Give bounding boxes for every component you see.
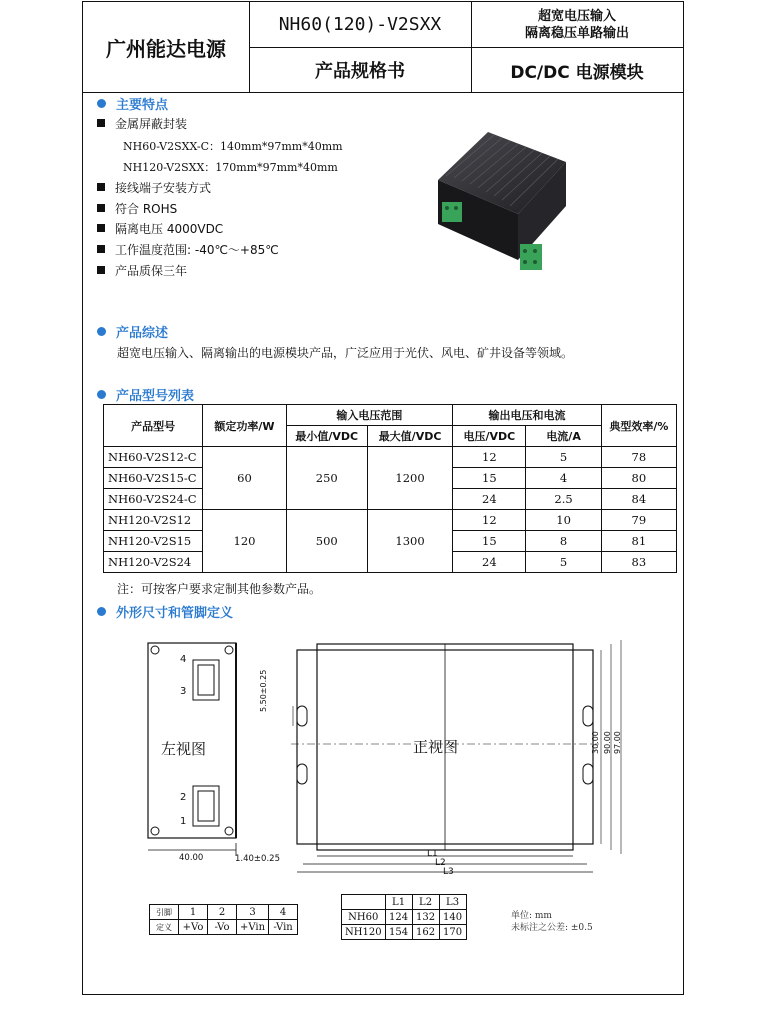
desc-line-2: 隔离稳压单路输出: [524, 25, 629, 41]
cell-eff: 78: [601, 447, 676, 468]
features-heading: [97, 94, 168, 113]
bullet-icon: [97, 99, 106, 108]
dim-offset: 1.40±0.25: [235, 854, 280, 864]
cell-vout: 12: [453, 510, 526, 531]
cell-model: NH60-V2S24-C: [104, 489, 203, 510]
feature-item: [97, 179, 211, 196]
length-value: 154: [385, 925, 412, 940]
overview-text: 超宽电压输入、隔离输出的电源模块产品，广泛应用于光伏、风电、矿井设备等领域。: [117, 346, 574, 360]
col-output: 输出电压和电流: [453, 405, 602, 426]
left-view-label: 左视图: [161, 740, 207, 758]
length-model: NH120: [342, 925, 386, 940]
table-row: [342, 910, 467, 925]
overview-title: 产品综述: [116, 326, 169, 341]
table-note: 注：可按客户要求定制其他参数产品。: [117, 582, 322, 596]
table-row: [104, 447, 677, 468]
feature-item: [97, 241, 279, 258]
cell-iout: 5: [526, 447, 601, 468]
bullet-icon: [97, 607, 106, 616]
col-vin-max: 最大值/VDC: [367, 426, 452, 447]
length-header: L2: [412, 895, 439, 910]
col-power: 额定功率/W: [203, 405, 286, 447]
length-model: NH60: [342, 910, 386, 925]
col-vout: 电压/VDC: [453, 426, 526, 447]
feature-text: 工作温度范围: -40℃～+85℃: [115, 243, 279, 257]
pin-number: 1: [179, 905, 208, 920]
cell-model: NH60-V2S15-C: [104, 468, 203, 489]
cell-vin-max: 1300: [367, 510, 452, 573]
pin-number: 4: [269, 905, 298, 920]
cell-power: 120: [203, 510, 286, 573]
pin-def: +Vin: [237, 920, 269, 935]
models-heading: [97, 385, 194, 404]
cell-vout: 24: [453, 489, 526, 510]
overview-heading: [97, 322, 168, 341]
length-header: L1: [385, 895, 412, 910]
cell-power: 60: [203, 447, 286, 510]
square-bullet-icon: [97, 266, 105, 274]
pin-label: 3: [180, 686, 187, 697]
header-table: [83, 2, 683, 93]
model-code: NH60(120)-V2SXX: [249, 2, 471, 48]
table-row: [104, 510, 677, 531]
dim-h3: 97.00: [613, 731, 622, 754]
cell-iout: 5: [526, 552, 601, 573]
def-header: 定义: [150, 920, 179, 935]
length-value: 132: [412, 910, 439, 925]
cell-iout: 8: [526, 531, 601, 552]
model-table: [103, 404, 677, 573]
desc-cell: [471, 2, 683, 92]
cell-model: NH120-V2S12: [104, 510, 203, 531]
cell-iout: 10: [526, 510, 601, 531]
dim-slot: 5.50±0.25: [259, 669, 268, 712]
cell-vin-min: 250: [286, 447, 367, 510]
cell-vout: 12: [453, 447, 526, 468]
pin-table: [149, 904, 298, 935]
square-bullet-icon: [97, 204, 105, 212]
length-value: 170: [439, 925, 466, 940]
pin-def: -Vo: [208, 920, 237, 935]
feature-item: [97, 200, 177, 217]
cell-vout: 15: [453, 531, 526, 552]
feature-text: 符合 ROHS: [115, 202, 178, 216]
unit-note: 单位: mm: [511, 911, 552, 921]
models-title: 产品型号列表: [116, 389, 195, 404]
cell-eff: 84: [601, 489, 676, 510]
dimensions-title: 外形尺寸和管脚定义: [116, 606, 234, 621]
feature-item: [97, 220, 223, 237]
length-corner: [342, 895, 386, 910]
dim-h2: 90.00: [603, 731, 612, 754]
pin-number: 3: [237, 905, 269, 920]
cell-eff: 83: [601, 552, 676, 573]
cell-vin-min: 500: [286, 510, 367, 573]
feature-text: 接线端子安装方式: [115, 181, 212, 195]
cell-iout: 2.5: [526, 489, 601, 510]
col-iout: 电流/A: [526, 426, 601, 447]
cell-vout: 24: [453, 552, 526, 573]
product-photo: [428, 102, 568, 282]
pin-label: 2: [180, 792, 187, 803]
cell-model: NH60-V2S12-C: [104, 447, 203, 468]
bullet-icon: [97, 390, 106, 399]
dim-L3: L3: [443, 867, 454, 877]
cell-vout: 15: [453, 468, 526, 489]
front-view-label: 正视图: [413, 738, 459, 756]
terminal-block-icon: [442, 202, 462, 222]
terminal-block-icon: [520, 244, 542, 270]
cell-eff: 80: [601, 468, 676, 489]
length-header: L3: [439, 895, 466, 910]
doc-title: 产品规格书: [315, 61, 405, 82]
pin-label: 4: [180, 654, 187, 665]
length-value: 140: [439, 910, 466, 925]
feature-item: [97, 115, 187, 132]
col-input: 输入电压范围: [286, 405, 453, 426]
bullet-icon: [97, 327, 106, 336]
feature-text: 隔离电压 4000VDC: [115, 222, 224, 236]
tolerance-note: 未标注之公差: ±0.5: [511, 923, 593, 933]
dim-L2: L2: [435, 858, 446, 868]
dimensions-heading: [97, 602, 233, 621]
length-value: 124: [385, 910, 412, 925]
cell-model: NH120-V2S15: [104, 531, 203, 552]
square-bullet-icon: [97, 119, 105, 127]
size-line: NH120-V2SXX：170mm*97mm*40mm: [123, 161, 338, 174]
length-table: [341, 894, 467, 940]
spec-sheet-page: [82, 1, 684, 995]
size-line: NH60-V2SXX-C：140mm*97mm*40mm: [123, 140, 343, 153]
product-category: DC/DC 电源模块: [510, 62, 644, 83]
pin-def: +Vo: [179, 920, 208, 935]
dim-L1: L1: [427, 849, 438, 859]
company-name: 广州能达电源: [83, 2, 250, 92]
table-row: [342, 925, 467, 940]
feature-text: 产品质保三年: [115, 264, 188, 278]
model-cell: [249, 2, 472, 92]
pin-header: 引脚: [150, 905, 179, 920]
square-bullet-icon: [97, 183, 105, 191]
cell-model: NH120-V2S24: [104, 552, 203, 573]
feature-item: [97, 262, 187, 279]
dim-width: 40.00: [179, 853, 204, 863]
dim-h1: 30.00: [591, 731, 600, 754]
square-bullet-icon: [97, 224, 105, 232]
pin-number: 2: [208, 905, 237, 920]
desc-block: [471, 2, 683, 48]
front-view-drawing: [283, 638, 683, 883]
cell-iout: 4: [526, 468, 601, 489]
features-title: 主要特点: [116, 98, 169, 113]
square-bullet-icon: [97, 245, 105, 253]
col-model: 产品型号: [104, 405, 203, 447]
pin-label: 1: [180, 816, 187, 827]
feature-text: 金属屏蔽封装: [115, 117, 188, 131]
cell-vin-max: 1200: [367, 447, 452, 510]
length-value: 162: [412, 925, 439, 940]
desc-line-1: 超宽电压输入: [537, 8, 616, 24]
pin-def: -Vin: [269, 920, 298, 935]
cell-eff: 81: [601, 531, 676, 552]
col-vin-min: 最小值/VDC: [286, 426, 367, 447]
cell-eff: 79: [601, 510, 676, 531]
col-eff: 典型效率/%: [601, 405, 676, 447]
